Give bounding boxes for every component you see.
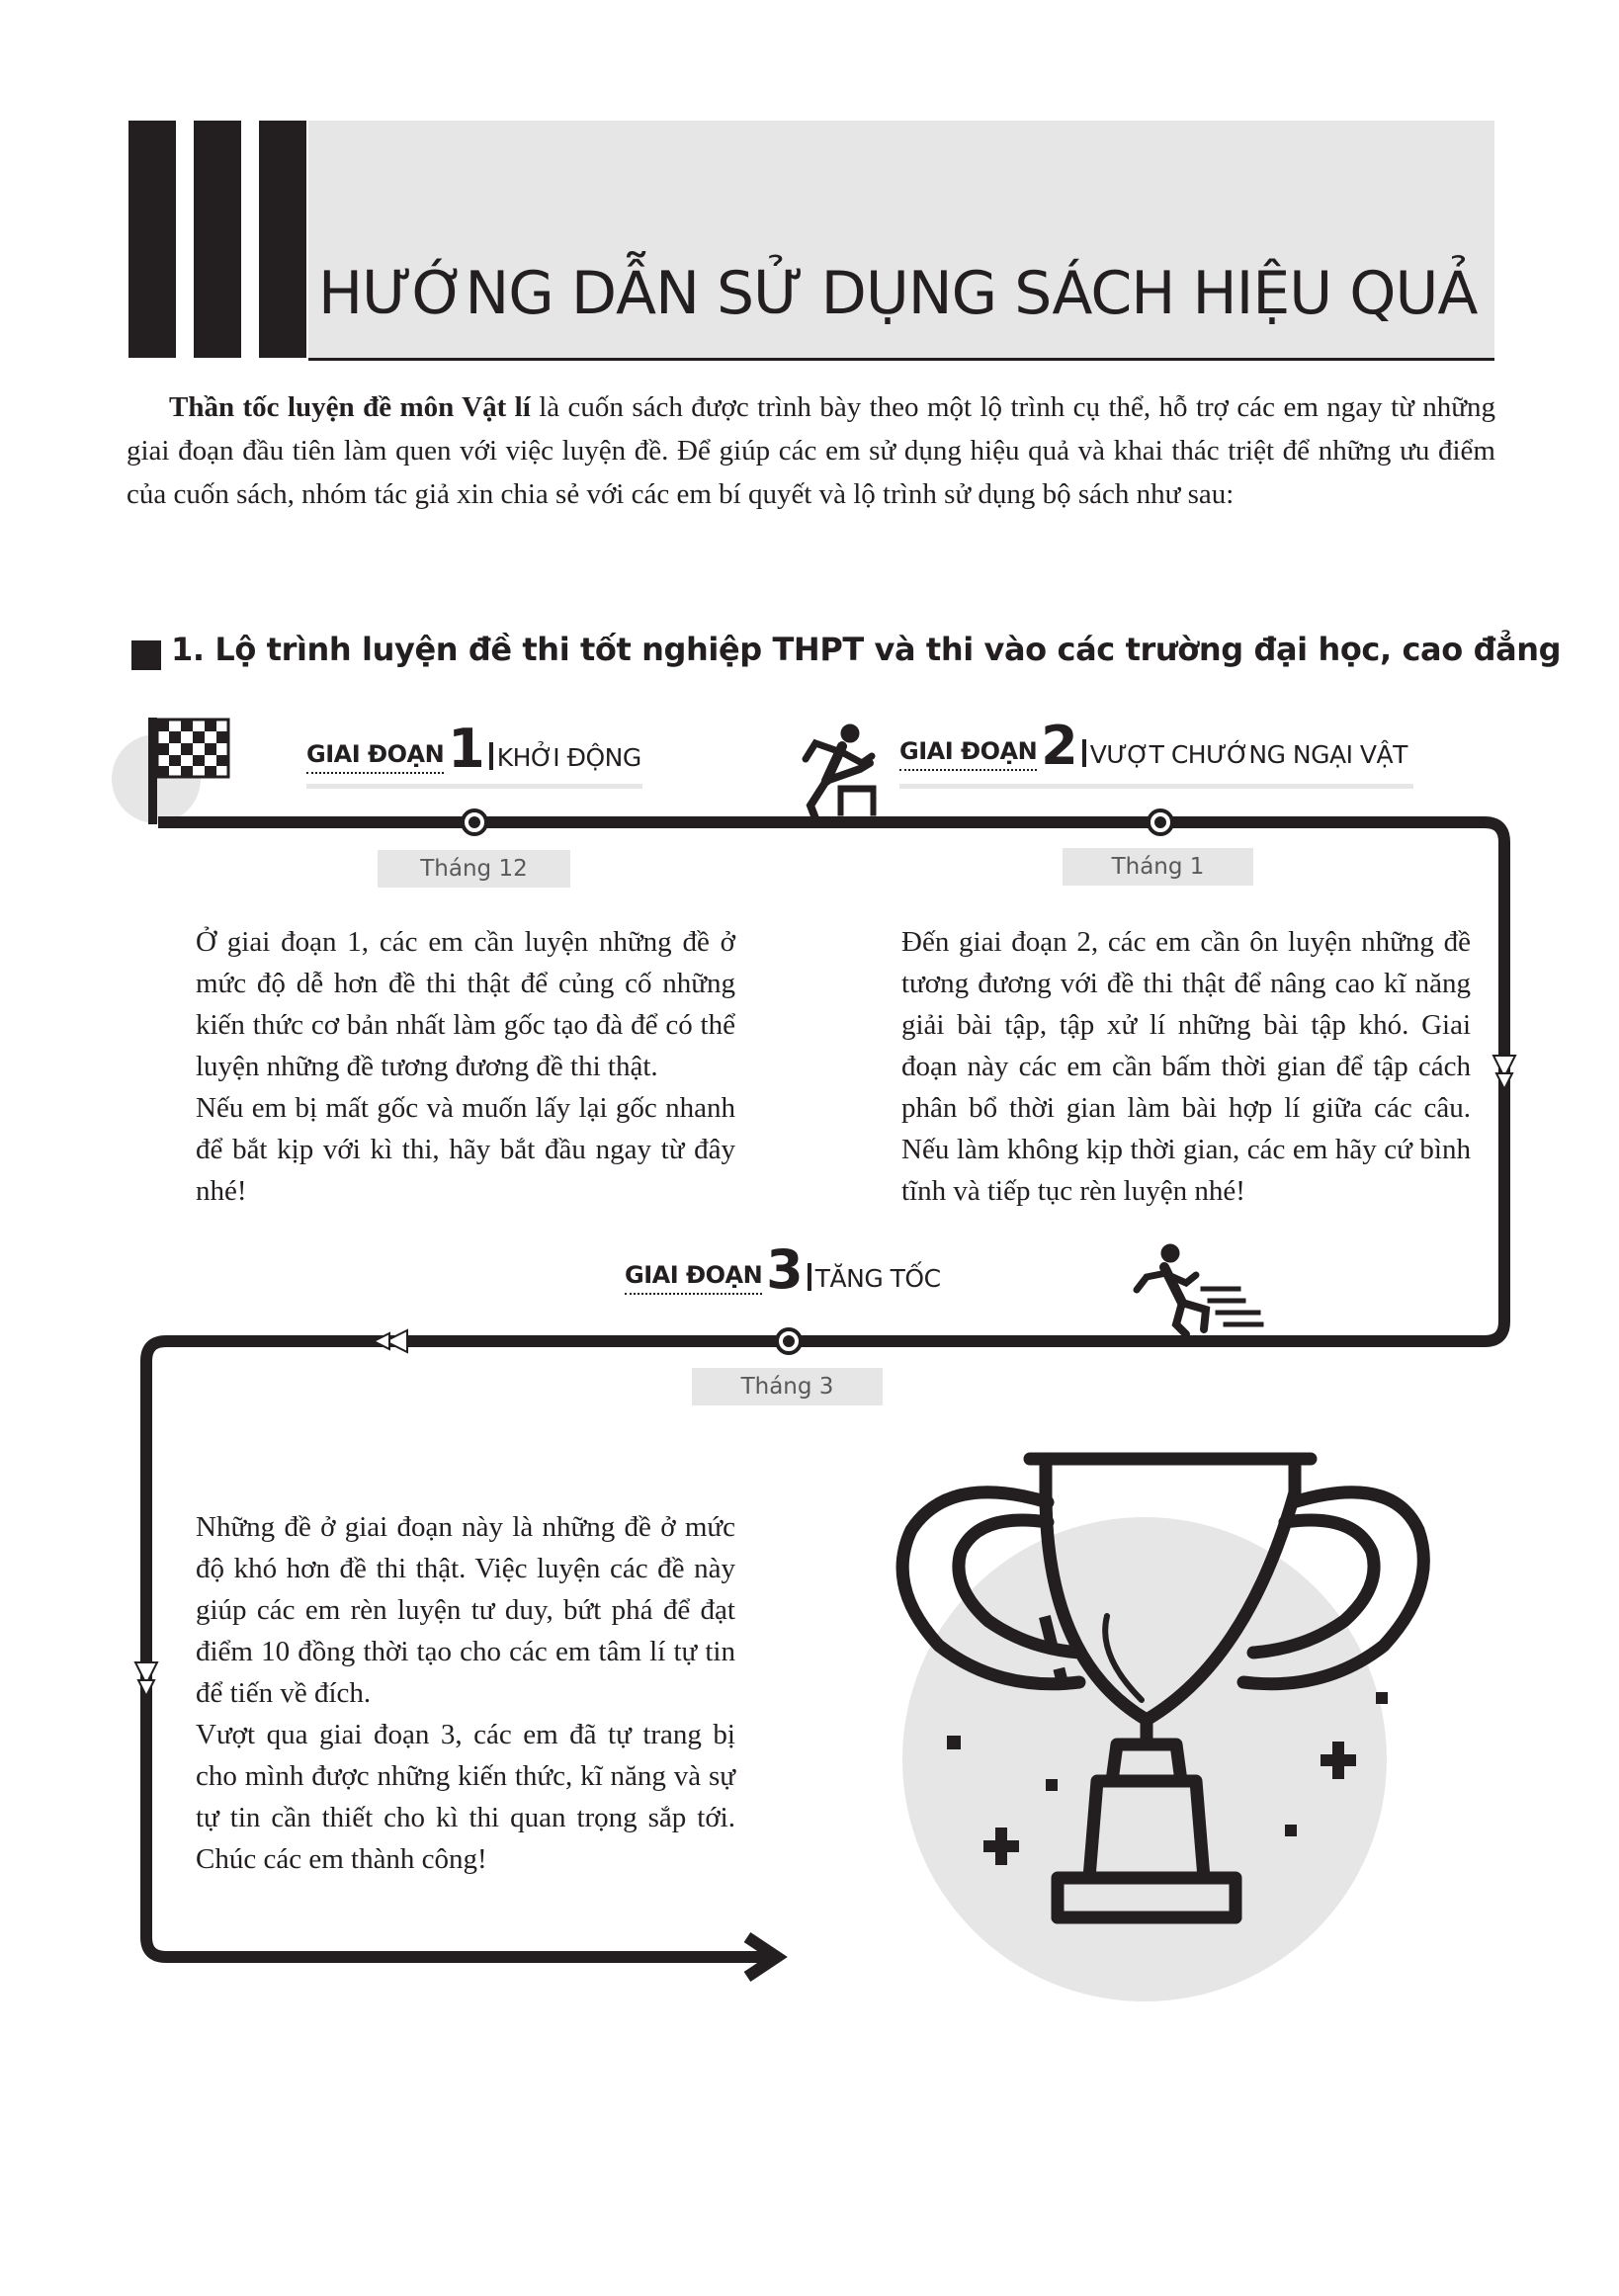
stage-2-month: Tháng 1 — [1063, 848, 1253, 886]
stage-1-keyword: GIAI ĐOẠN — [306, 740, 444, 774]
stage-3-name: TĂNG TỐC — [814, 1264, 941, 1293]
stage-2-keyword: GIAI ĐOẠN — [899, 737, 1037, 771]
stage-2-description — [901, 921, 1471, 1212]
stage-2-underline — [899, 784, 1413, 789]
stage-1-month: Tháng 12 — [378, 850, 570, 888]
stage-3-number: 3 — [766, 1238, 804, 1301]
stage-3-keyword: GIAI ĐOẠN — [625, 1261, 762, 1295]
stage-2-name: VƯỢT CHƯỚNG NGẠI VẬT — [1089, 740, 1407, 769]
down-arrow-icon-left — [135, 1662, 157, 1696]
stage-3-paragraph: Những đề ở giai đoạn này là những đề ở mức độ khó hơn đề thi thật. Việc luyện các đề này giúp các em rèn luyện tư duy, bứt phá để đạt điểm 10 đồng thời tạo cho các em tâm lí tự tin để tiến về đích. — [196, 1511, 735, 1709]
page-title: HƯỚNG DẪN SỬ DỤNG SÁCH HIỆU QUẢ — [318, 259, 1478, 328]
stage-3-paragraph: Vượt qua giai đoạn 3, các em đã tự trang bị cho mình được những kiến thức, kĩ năng và sự tự tin cần thiết cho kì thi quan trọng sắp tới. Chúc các em thành công! — [196, 1719, 735, 1875]
stage-1-description — [196, 921, 735, 1212]
trophy-circle — [902, 1517, 1387, 2001]
stage-1-paragraph: Nếu em bị mất gốc và muốn lấy lại gốc nhanh để bắt kịp với kì thi, hãy bắt đầu ngay từ đây nhé! — [196, 1092, 735, 1207]
stage-1-underline — [306, 784, 642, 789]
milestone-dot-1 — [463, 810, 486, 834]
stage-1-number: 1 — [448, 718, 485, 780]
stage-1-paragraph: Ở giai đoạn 1, các em cần luyện những đề ở mức độ dễ hơn đề thi thật để củng cố những kiến thức cơ bản nhất làm gốc tạo đà để có thể luyện những đề tương đương đề thi thật. — [196, 926, 735, 1082]
stage-3-description — [196, 1506, 735, 1880]
down-arrow-icon-right — [1493, 1056, 1515, 1089]
stage-2-paragraph: Đến giai đoạn 2, các em cần ôn luyện những đề tương đương với đề thi thật để nâng cao kĩ năng giải bài tập, tập xử lí những bài tập khó. Giai đoạn này các em cần bấm thời gian để tập cách phân bổ thời gian làm bài hợp lí giữa các câu. Nếu làm không kịp thời gian, các em hãy cứ bình tĩnh và tiếp tục rèn luyện nhé! — [901, 926, 1471, 1207]
stage-3-month: Tháng 3 — [692, 1368, 883, 1405]
milestone-dot-3 — [777, 1329, 801, 1353]
stage-1-separator — [489, 742, 493, 770]
running-person-icon — [1137, 1244, 1263, 1334]
intro-bold-lead: Thần tốc luyện đề môn Vật lí — [169, 391, 531, 423]
stage-3-separator — [808, 1263, 811, 1291]
section-heading: 1. Lộ trình luyện đề thi tốt nghiệp THPT và thi vào các trường đại học, cao đẳng — [171, 631, 1562, 668]
stage-1-label — [306, 718, 641, 780]
milestone-dot-2 — [1149, 810, 1172, 834]
stage-2-separator — [1082, 739, 1086, 767]
stage-3-label — [625, 1238, 941, 1301]
stage-2-label — [899, 715, 1407, 777]
stage-1-name: KHỞI ĐỘNG — [496, 743, 641, 772]
intro-text: là cuốn sách được trình bày theo một lộ trình cụ thể, hỗ trợ các em ngay từ những giai đoạn đầu tiên làm quen với việc luyện đề. Để giúp các em sử dụng hiệu quả và khai thác triệt để những ưu điểm của cuốn sách, nhóm tác giả xin chia sẻ với các em bí quyết và lộ trình sử dụng bộ sách như sau: — [127, 391, 1495, 510]
stage-2-number: 2 — [1041, 715, 1078, 777]
hurdle-jumper-icon — [806, 724, 876, 818]
left-arrow-icon-mid — [374, 1330, 407, 1352]
